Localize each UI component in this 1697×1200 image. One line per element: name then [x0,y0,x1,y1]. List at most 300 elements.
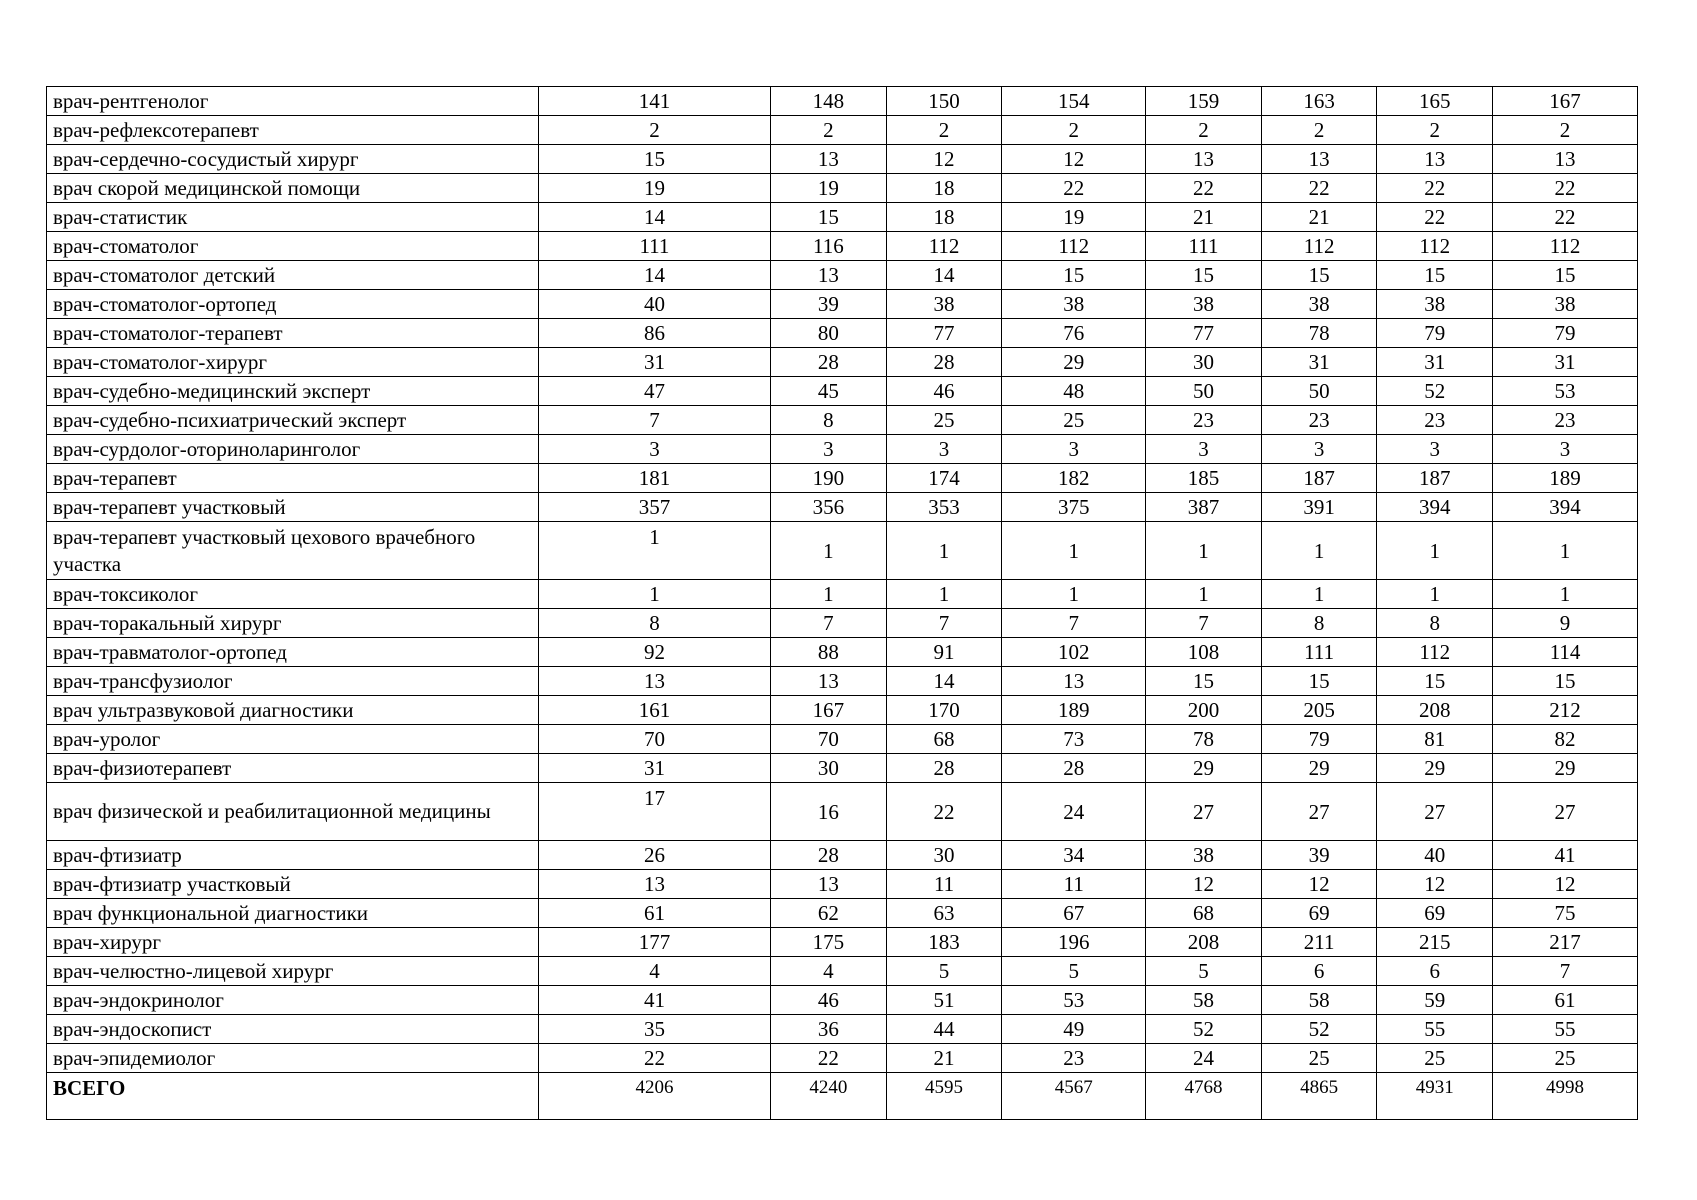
value-cell: 21 [886,1044,1002,1073]
value-cell: 68 [886,725,1002,754]
value-cell: 82 [1493,725,1638,754]
value-cell: 111 [1146,232,1262,261]
specialty-name: врач-сердечно-сосудистый хирург [47,145,539,174]
table-row [47,696,1638,725]
value-cell: 22 [1493,174,1638,203]
table-row [47,435,1638,464]
table-row [47,841,1638,870]
value-cell: 14 [538,261,770,290]
value-cell: 61 [538,899,770,928]
table-row [47,899,1638,928]
value-cell: 11 [1002,870,1146,899]
value-cell: 7 [1493,957,1638,986]
value-cell: 78 [1261,319,1377,348]
value-cell: 47 [538,377,770,406]
value-cell: 13 [1261,145,1377,174]
specialty-name: врач-уролог [47,725,539,754]
value-cell: 356 [771,493,887,522]
specialty-name: врач-трансфузиолог [47,667,539,696]
value-cell: 27 [1377,783,1493,841]
value-cell: 39 [1261,841,1377,870]
value-cell: 38 [1002,290,1146,319]
value-cell: 28 [1002,754,1146,783]
value-cell: 375 [1002,493,1146,522]
value-cell: 58 [1261,986,1377,1015]
value-cell: 15 [771,203,887,232]
value-cell: 187 [1261,464,1377,493]
value-cell: 196 [1002,928,1146,957]
total-row [47,1073,1638,1120]
specialty-name: врач-стоматолог-терапевт [47,319,539,348]
value-cell: 2 [1377,116,1493,145]
value-cell: 165 [1377,87,1493,116]
value-cell: 357 [538,493,770,522]
value-cell: 50 [1146,377,1262,406]
value-cell: 18 [886,174,1002,203]
value-cell: 1 [1377,580,1493,609]
value-cell: 91 [886,638,1002,667]
table-row [47,1015,1638,1044]
value-cell: 3 [538,435,770,464]
value-cell: 15 [1261,667,1377,696]
value-cell: 34 [1002,841,1146,870]
value-cell: 13 [771,261,887,290]
specialty-name: врач-фтизиатр участковый [47,870,539,899]
specialty-name: врач-статистик [47,203,539,232]
value-cell: 1 [1002,522,1146,580]
specialty-name: врач-фтизиатр [47,841,539,870]
specialty-name: врач-стоматолог-ортопед [47,290,539,319]
value-cell: 13 [1493,145,1638,174]
table-row [47,928,1638,957]
value-cell: 13 [538,870,770,899]
value-cell: 28 [886,754,1002,783]
value-cell: 35 [538,1015,770,1044]
value-cell: 7 [538,406,770,435]
value-cell: 189 [1493,464,1638,493]
value-cell: 22 [1261,174,1377,203]
value-cell: 77 [1146,319,1262,348]
value-cell: 19 [1002,203,1146,232]
value-cell: 1 [1002,580,1146,609]
specialty-name: врач-рентгенолог [47,87,539,116]
value-cell: 36 [771,1015,887,1044]
value-cell: 12 [886,145,1002,174]
total-value-cell: 4240 [771,1073,887,1120]
value-cell: 3 [771,435,887,464]
value-cell: 80 [771,319,887,348]
value-cell: 39 [771,290,887,319]
value-cell: 2 [1493,116,1638,145]
value-cell: 79 [1493,319,1638,348]
value-cell: 61 [1493,986,1638,1015]
value-cell: 15 [1493,667,1638,696]
value-cell: 1 [1146,580,1262,609]
value-cell: 3 [1002,435,1146,464]
total-label: ВСЕГО [47,1073,539,1120]
value-cell: 4 [771,957,887,986]
specialty-name: врач-челюстно-лицевой хирург [47,957,539,986]
value-cell: 211 [1261,928,1377,957]
value-cell: 25 [1002,406,1146,435]
value-cell: 7 [1002,609,1146,638]
value-cell: 112 [886,232,1002,261]
value-cell: 16 [771,783,887,841]
value-cell: 29 [1146,754,1262,783]
value-cell: 387 [1146,493,1262,522]
specialty-name: врач-стоматолог-хирург [47,348,539,377]
value-cell: 208 [1377,696,1493,725]
value-cell: 13 [1377,145,1493,174]
value-cell: 2 [538,116,770,145]
value-cell: 353 [886,493,1002,522]
value-cell: 79 [1261,725,1377,754]
value-cell: 1 [538,522,770,580]
table-row [47,986,1638,1015]
table-row [47,1044,1638,1073]
value-cell: 14 [886,261,1002,290]
value-cell: 49 [1002,1015,1146,1044]
value-cell: 46 [771,986,887,1015]
value-cell: 79 [1377,319,1493,348]
value-cell: 78 [1146,725,1262,754]
value-cell: 51 [886,986,1002,1015]
specialty-name: врач-терапевт [47,464,539,493]
value-cell: 59 [1377,986,1493,1015]
value-cell: 52 [1377,377,1493,406]
value-cell: 2 [1002,116,1146,145]
value-cell: 53 [1002,986,1146,1015]
table-row [47,957,1638,986]
value-cell: 41 [538,986,770,1015]
value-cell: 13 [771,667,887,696]
table-row [47,319,1638,348]
value-cell: 13 [1146,145,1262,174]
value-cell: 55 [1493,1015,1638,1044]
value-cell: 175 [771,928,887,957]
value-cell: 12 [1146,870,1262,899]
value-cell: 148 [771,87,887,116]
value-cell: 112 [1493,232,1638,261]
value-cell: 31 [538,754,770,783]
specialty-name: врач-терапевт участковый цехового врачебного участка [47,522,539,580]
value-cell: 45 [771,377,887,406]
value-cell: 29 [1261,754,1377,783]
value-cell: 12 [1493,870,1638,899]
value-cell: 6 [1377,957,1493,986]
value-cell: 102 [1002,638,1146,667]
table-row [47,174,1638,203]
value-cell: 41 [1493,841,1638,870]
value-cell: 13 [1002,667,1146,696]
value-cell: 1 [1493,522,1638,580]
table-row [47,232,1638,261]
value-cell: 2 [1261,116,1377,145]
value-cell: 24 [1146,1044,1262,1073]
value-cell: 177 [538,928,770,957]
table-row [47,87,1638,116]
table-row [47,116,1638,145]
value-cell: 182 [1002,464,1146,493]
value-cell: 58 [1146,986,1262,1015]
table-row [47,348,1638,377]
specialty-name: врач-физиотерапевт [47,754,539,783]
total-value-cell: 4206 [538,1073,770,1120]
value-cell: 15 [1261,261,1377,290]
value-cell: 27 [1146,783,1262,841]
table-row [47,464,1638,493]
total-value-cell: 4768 [1146,1073,1262,1120]
value-cell: 167 [771,696,887,725]
value-cell: 22 [1377,174,1493,203]
value-cell: 29 [1377,754,1493,783]
value-cell: 189 [1002,696,1146,725]
value-cell: 38 [886,290,1002,319]
specialty-name: врач физической и реабилитационной медицины [47,783,539,841]
value-cell: 19 [538,174,770,203]
value-cell: 31 [1493,348,1638,377]
specialty-name: врач-стоматолог [47,232,539,261]
value-cell: 217 [1493,928,1638,957]
value-cell: 185 [1146,464,1262,493]
total-value-cell: 4865 [1261,1073,1377,1120]
value-cell: 1 [1493,580,1638,609]
value-cell: 46 [886,377,1002,406]
specialty-name: врач-стоматолог детский [47,261,539,290]
value-cell: 1 [538,580,770,609]
table-row [47,493,1638,522]
value-cell: 15 [1377,667,1493,696]
value-cell: 15 [1002,261,1146,290]
value-cell: 150 [886,87,1002,116]
value-cell: 1 [1377,522,1493,580]
value-cell: 17 [538,783,770,841]
table-row [47,261,1638,290]
table-row [47,609,1638,638]
value-cell: 25 [1377,1044,1493,1073]
value-cell: 38 [1146,841,1262,870]
value-cell: 28 [771,841,887,870]
value-cell: 5 [886,957,1002,986]
value-cell: 208 [1146,928,1262,957]
value-cell: 200 [1146,696,1262,725]
value-cell: 15 [1146,667,1262,696]
value-cell: 24 [1002,783,1146,841]
specialty-name: врач-токсиколог [47,580,539,609]
value-cell: 38 [1146,290,1262,319]
value-cell: 112 [1377,638,1493,667]
specialty-name: врач-судебно-медицинский эксперт [47,377,539,406]
table-row [47,754,1638,783]
value-cell: 25 [1493,1044,1638,1073]
specialty-name: врач-торакальный хирург [47,609,539,638]
table-row [47,638,1638,667]
value-cell: 53 [1493,377,1638,406]
value-cell: 63 [886,899,1002,928]
value-cell: 70 [771,725,887,754]
value-cell: 8 [538,609,770,638]
table-row [47,725,1638,754]
value-cell: 22 [771,1044,887,1073]
value-cell: 112 [1377,232,1493,261]
value-cell: 1 [1261,580,1377,609]
value-cell: 22 [1377,203,1493,232]
value-cell: 141 [538,87,770,116]
value-cell: 13 [771,870,887,899]
value-cell: 15 [1493,261,1638,290]
value-cell: 23 [1377,406,1493,435]
value-cell: 22 [1493,203,1638,232]
value-cell: 22 [886,783,1002,841]
value-cell: 8 [1261,609,1377,638]
specialty-name: врач ультразвуковой диагностики [47,696,539,725]
table-row [47,870,1638,899]
value-cell: 69 [1377,899,1493,928]
value-cell: 174 [886,464,1002,493]
value-cell: 21 [1261,203,1377,232]
value-cell: 23 [1002,1044,1146,1073]
value-cell: 114 [1493,638,1638,667]
value-cell: 28 [886,348,1002,377]
value-cell: 116 [771,232,887,261]
value-cell: 38 [1377,290,1493,319]
value-cell: 86 [538,319,770,348]
table-body [47,87,1638,1120]
value-cell: 13 [538,667,770,696]
value-cell: 7 [886,609,1002,638]
value-cell: 190 [771,464,887,493]
value-cell: 1 [1146,522,1262,580]
specialty-name: врач-хирург [47,928,539,957]
table-row [47,783,1638,841]
value-cell: 9 [1493,609,1638,638]
value-cell: 55 [1377,1015,1493,1044]
value-cell: 8 [771,406,887,435]
value-cell: 31 [1261,348,1377,377]
value-cell: 75 [1493,899,1638,928]
value-cell: 69 [1261,899,1377,928]
value-cell: 2 [886,116,1002,145]
value-cell: 30 [886,841,1002,870]
value-cell: 40 [538,290,770,319]
value-cell: 1 [886,580,1002,609]
value-cell: 11 [886,870,1002,899]
value-cell: 391 [1261,493,1377,522]
value-cell: 167 [1493,87,1638,116]
specialty-name: врач-терапевт участковый [47,493,539,522]
value-cell: 181 [538,464,770,493]
value-cell: 3 [1493,435,1638,464]
value-cell: 212 [1493,696,1638,725]
value-cell: 88 [771,638,887,667]
table-row [47,580,1638,609]
value-cell: 22 [538,1044,770,1073]
value-cell: 52 [1146,1015,1262,1044]
value-cell: 21 [1146,203,1262,232]
table-row [47,522,1638,580]
value-cell: 77 [886,319,1002,348]
value-cell: 38 [1493,290,1638,319]
value-cell: 7 [1146,609,1262,638]
value-cell: 30 [771,754,887,783]
value-cell: 187 [1377,464,1493,493]
value-cell: 76 [1002,319,1146,348]
value-cell: 40 [1377,841,1493,870]
specialty-name: врач-эпидемиолог [47,1044,539,1073]
value-cell: 25 [1261,1044,1377,1073]
value-cell: 163 [1261,87,1377,116]
specialty-name: врач-эндокринолог [47,986,539,1015]
value-cell: 1 [1261,522,1377,580]
value-cell: 22 [1002,174,1146,203]
value-cell: 25 [886,406,1002,435]
value-cell: 161 [538,696,770,725]
table-row [47,377,1638,406]
value-cell: 48 [1002,377,1146,406]
total-value-cell: 4931 [1377,1073,1493,1120]
value-cell: 27 [1493,783,1638,841]
value-cell: 3 [1377,435,1493,464]
value-cell: 112 [1261,232,1377,261]
value-cell: 81 [1377,725,1493,754]
value-cell: 68 [1146,899,1262,928]
value-cell: 15 [1377,261,1493,290]
value-cell: 67 [1002,899,1146,928]
value-cell: 29 [1493,754,1638,783]
specialty-name: врач-эндоскопист [47,1015,539,1044]
value-cell: 7 [771,609,887,638]
value-cell: 19 [771,174,887,203]
specialty-name: врач скорой медицинской помощи [47,174,539,203]
value-cell: 73 [1002,725,1146,754]
value-cell: 1 [771,580,887,609]
value-cell: 5 [1002,957,1146,986]
value-cell: 38 [1261,290,1377,319]
value-cell: 112 [1002,232,1146,261]
table-row [47,406,1638,435]
value-cell: 15 [1146,261,1262,290]
total-value-cell: 4595 [886,1073,1002,1120]
total-value-cell: 4998 [1493,1073,1638,1120]
value-cell: 154 [1002,87,1146,116]
value-cell: 44 [886,1015,1002,1044]
value-cell: 23 [1146,406,1262,435]
value-cell: 92 [538,638,770,667]
value-cell: 27 [1261,783,1377,841]
specialists-table [46,86,1638,1120]
value-cell: 14 [886,667,1002,696]
value-cell: 205 [1261,696,1377,725]
value-cell: 215 [1377,928,1493,957]
value-cell: 70 [538,725,770,754]
specialty-name: врач-сурдолог-оториноларинголог [47,435,539,464]
value-cell: 2 [1146,116,1262,145]
value-cell: 13 [771,145,887,174]
table-row [47,667,1638,696]
value-cell: 6 [1261,957,1377,986]
value-cell: 23 [1493,406,1638,435]
value-cell: 3 [1261,435,1377,464]
value-cell: 12 [1261,870,1377,899]
value-cell: 52 [1261,1015,1377,1044]
value-cell: 183 [886,928,1002,957]
value-cell: 4 [538,957,770,986]
table-row [47,290,1638,319]
value-cell: 22 [1146,174,1262,203]
value-cell: 26 [538,841,770,870]
value-cell: 170 [886,696,1002,725]
value-cell: 1 [771,522,887,580]
